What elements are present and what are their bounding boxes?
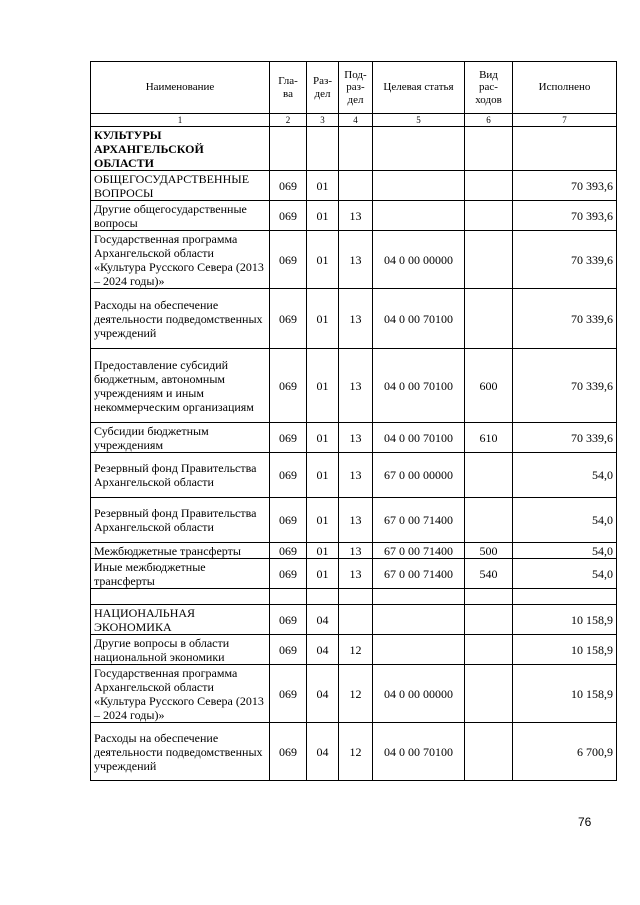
cell-razdel: 04 <box>307 665 339 723</box>
cell-podrazdel: 13 <box>339 201 373 231</box>
cell-podrazdel: 13 <box>339 349 373 423</box>
table-row <box>91 289 617 349</box>
table-row <box>91 498 617 543</box>
header-row <box>91 62 617 114</box>
cell-name: Расходы на обеспечение деятельности подведомственных учреждений <box>91 723 270 781</box>
cell-podrazdel: 12 <box>339 665 373 723</box>
cell-name: Субсидии бюджетным учреждениям <box>91 423 270 453</box>
cell-razdel: 04 <box>307 723 339 781</box>
cell-vid <box>465 665 513 723</box>
cell-executed <box>513 589 617 605</box>
cell-podrazdel: 13 <box>339 289 373 349</box>
cell-razdel: 01 <box>307 453 339 498</box>
cell-vid <box>465 201 513 231</box>
cell-target <box>373 605 465 635</box>
cell-target: 04 0 00 00000 <box>373 665 465 723</box>
column-number: 7 <box>513 114 617 127</box>
cell-razdel: 01 <box>307 231 339 289</box>
cell-glava: 069 <box>270 231 307 289</box>
header-podrazdel: Под- раз- дел <box>339 62 373 114</box>
table-row <box>91 723 617 781</box>
cell-name: Государственная программа Архангельской области «Культура Русского Севера (2013 – 2024 годы)» <box>91 665 270 723</box>
cell-name: ОБЩЕГОСУДАРСТВЕННЫЕ ВОПРОСЫ <box>91 171 270 201</box>
cell-target: 67 0 00 71400 <box>373 559 465 589</box>
column-number: 4 <box>339 114 373 127</box>
cell-executed: 54,0 <box>513 559 617 589</box>
column-number: 3 <box>307 114 339 127</box>
cell-podrazdel: 12 <box>339 723 373 781</box>
cell-vid <box>465 171 513 201</box>
table-row <box>91 605 617 635</box>
cell-glava: 069 <box>270 605 307 635</box>
cell-name: Другие общегосударственные вопросы <box>91 201 270 231</box>
column-number-row <box>91 114 617 127</box>
cell-razdel: 01 <box>307 349 339 423</box>
cell-glava: 069 <box>270 201 307 231</box>
cell-podrazdel: 13 <box>339 231 373 289</box>
column-number: 2 <box>270 114 307 127</box>
cell-name: Расходы на обеспечение деятельности подведомственных учреждений <box>91 289 270 349</box>
table-body <box>91 62 617 781</box>
cell-executed: 70 339,6 <box>513 349 617 423</box>
header-name: Наименование <box>91 62 270 114</box>
cell-executed: 54,0 <box>513 453 617 498</box>
cell-glava: 069 <box>270 665 307 723</box>
column-number: 1 <box>91 114 270 127</box>
table-row <box>91 423 617 453</box>
table-row <box>91 231 617 289</box>
cell-vid: 600 <box>465 349 513 423</box>
cell-vid <box>465 127 513 171</box>
cell-executed: 70 339,6 <box>513 289 617 349</box>
cell-podrazdel: 13 <box>339 423 373 453</box>
table-row <box>91 453 617 498</box>
cell-executed: 54,0 <box>513 498 617 543</box>
cell-name: НАЦИОНАЛЬНАЯ ЭКОНОМИКА <box>91 605 270 635</box>
header-razdel: Раз- дел <box>307 62 339 114</box>
cell-razdel: 01 <box>307 543 339 559</box>
cell-glava: 069 <box>270 635 307 665</box>
table-row <box>91 635 617 665</box>
header-target: Целевая статья <box>373 62 465 114</box>
table-row <box>91 127 617 171</box>
cell-name: Государственная программа Архангельской области «Культура Русского Севера (2013 – 2024 годы)» <box>91 231 270 289</box>
header-executed: Исполнено <box>513 62 617 114</box>
cell-target <box>373 171 465 201</box>
cell-razdel <box>307 589 339 605</box>
cell-podrazdel: 13 <box>339 498 373 543</box>
cell-target: 04 0 00 70100 <box>373 723 465 781</box>
cell-executed: 6 700,9 <box>513 723 617 781</box>
cell-executed: 10 158,9 <box>513 605 617 635</box>
cell-target <box>373 127 465 171</box>
table-row <box>91 543 617 559</box>
column-number: 5 <box>373 114 465 127</box>
cell-target <box>373 589 465 605</box>
cell-vid <box>465 453 513 498</box>
cell-glava <box>270 589 307 605</box>
cell-glava: 069 <box>270 423 307 453</box>
cell-podrazdel: 13 <box>339 453 373 498</box>
cell-podrazdel: 13 <box>339 543 373 559</box>
table-row <box>91 201 617 231</box>
cell-vid <box>465 635 513 665</box>
cell-name: Резервный фонд Правительства Архангельской области <box>91 498 270 543</box>
cell-razdel: 04 <box>307 635 339 665</box>
cell-razdel: 01 <box>307 171 339 201</box>
cell-target: 04 0 00 70100 <box>373 289 465 349</box>
cell-vid: 500 <box>465 543 513 559</box>
page-number: 76 <box>578 815 592 829</box>
cell-vid: 610 <box>465 423 513 453</box>
cell-glava <box>270 127 307 171</box>
cell-executed <box>513 127 617 171</box>
cell-target: 67 0 00 71400 <box>373 543 465 559</box>
cell-executed: 70 393,6 <box>513 201 617 231</box>
cell-razdel: 01 <box>307 201 339 231</box>
cell-glava: 069 <box>270 453 307 498</box>
budget-table <box>90 61 617 781</box>
cell-name: Предоставление субсидий бюджетным, автономным учреждениям и иным некоммерческим организациям <box>91 349 270 423</box>
cell-name: Межбюджетные трансферты <box>91 543 270 559</box>
cell-target: 67 0 00 00000 <box>373 453 465 498</box>
table-row <box>91 559 617 589</box>
cell-glava: 069 <box>270 723 307 781</box>
header-vid: Вид рас- ходов <box>465 62 513 114</box>
cell-razdel: 01 <box>307 498 339 543</box>
cell-razdel <box>307 127 339 171</box>
cell-glava: 069 <box>270 349 307 423</box>
cell-vid: 540 <box>465 559 513 589</box>
cell-executed: 54,0 <box>513 543 617 559</box>
cell-glava: 069 <box>270 559 307 589</box>
cell-glava: 069 <box>270 498 307 543</box>
cell-executed: 10 158,9 <box>513 635 617 665</box>
cell-target: 67 0 00 71400 <box>373 498 465 543</box>
cell-razdel: 01 <box>307 289 339 349</box>
table-row <box>91 665 617 723</box>
table-row <box>91 349 617 423</box>
cell-vid <box>465 605 513 635</box>
table-row <box>91 171 617 201</box>
table-row <box>91 589 617 605</box>
cell-vid <box>465 231 513 289</box>
cell-glava: 069 <box>270 289 307 349</box>
cell-target: 04 0 00 70100 <box>373 349 465 423</box>
cell-name: Другие вопросы в области национальной экономики <box>91 635 270 665</box>
cell-glava: 069 <box>270 543 307 559</box>
cell-executed: 70 393,6 <box>513 171 617 201</box>
cell-target <box>373 635 465 665</box>
cell-podrazdel <box>339 589 373 605</box>
cell-razdel: 01 <box>307 423 339 453</box>
cell-glava: 069 <box>270 171 307 201</box>
cell-vid <box>465 289 513 349</box>
cell-razdel: 04 <box>307 605 339 635</box>
cell-name <box>91 589 270 605</box>
cell-podrazdel <box>339 127 373 171</box>
cell-target: 04 0 00 70100 <box>373 423 465 453</box>
cell-executed: 10 158,9 <box>513 665 617 723</box>
cell-name: КУЛЬТУРЫ АРХАНГЕЛЬСКОЙ ОБЛАСТИ <box>91 127 270 171</box>
cell-executed: 70 339,6 <box>513 423 617 453</box>
cell-target: 04 0 00 00000 <box>373 231 465 289</box>
column-number: 6 <box>465 114 513 127</box>
cell-vid <box>465 589 513 605</box>
cell-target <box>373 201 465 231</box>
cell-podrazdel: 12 <box>339 635 373 665</box>
cell-name: Резервный фонд Правительства Архангельской области <box>91 453 270 498</box>
cell-podrazdel: 13 <box>339 559 373 589</box>
cell-vid <box>465 498 513 543</box>
header-glava: Гла- ва <box>270 62 307 114</box>
cell-name: Иные межбюджетные трансферты <box>91 559 270 589</box>
cell-executed: 70 339,6 <box>513 231 617 289</box>
cell-podrazdel <box>339 605 373 635</box>
cell-vid <box>465 723 513 781</box>
cell-razdel: 01 <box>307 559 339 589</box>
cell-podrazdel <box>339 171 373 201</box>
